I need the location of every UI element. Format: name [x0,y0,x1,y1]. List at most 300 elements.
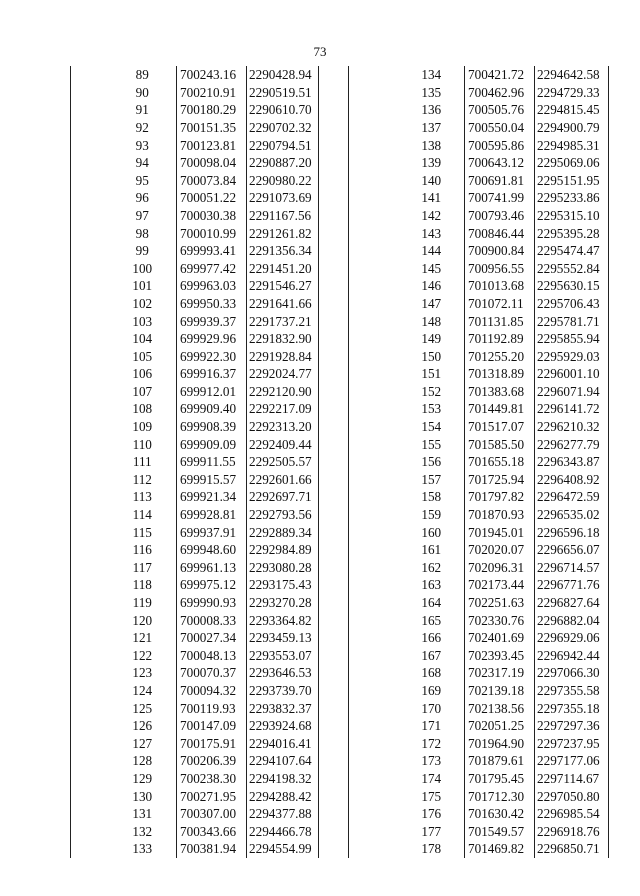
table-row [349,559,609,577]
point-number: 144 [421,243,442,259]
table-row [349,488,609,506]
y-coordinate: 2296472.59 [535,488,609,506]
y-coordinate: 2292409.44 [247,435,319,453]
blank-cell [349,823,399,841]
x-coordinate: 701964.90 [465,735,535,753]
x-coordinate: 701013.68 [465,277,535,295]
blank-cell [349,136,399,154]
table-row [71,330,319,348]
table-row [349,172,609,190]
point-number: 103 [132,313,153,329]
blank-cell [71,207,109,225]
point-number: 129 [132,770,153,786]
point-number: 157 [421,471,442,487]
point-number: 108 [132,401,153,417]
table-row [71,189,319,207]
x-coordinate: 700956.55 [465,260,535,278]
point-number: 150 [421,348,442,364]
table-row [71,488,319,506]
x-coordinate: 699977.42 [177,260,247,278]
blank-cell [349,770,399,788]
point-number: 93 [135,137,149,153]
table-row [71,471,319,489]
blank-cell [349,840,399,858]
y-coordinate: 2295552.84 [535,260,609,278]
x-coordinate: 702139.18 [465,682,535,700]
point-number: 101 [132,278,153,294]
blank-cell [349,400,399,418]
table-row [349,453,609,471]
table-row [349,770,609,788]
x-coordinate: 700421.72 [465,66,535,84]
y-coordinate: 2297114.67 [535,770,609,788]
point-number: 124 [132,682,153,698]
blank-cell [349,224,399,242]
x-coordinate: 702173.44 [465,576,535,594]
point-number: 106 [132,366,153,382]
y-coordinate: 2296141.72 [535,400,609,418]
blank-cell [71,823,109,841]
table-row [71,664,319,682]
y-coordinate: 2291073.69 [247,189,319,207]
table-row [349,471,609,489]
y-coordinate: 2296850.71 [535,840,609,858]
y-coordinate: 2291261.82 [247,224,319,242]
table-row [349,629,609,647]
blank-cell [71,365,109,383]
table-row [349,207,609,225]
table-row [71,805,319,823]
y-coordinate: 2297237.95 [535,735,609,753]
x-coordinate: 700147.09 [177,717,247,735]
x-coordinate: 702401.69 [465,629,535,647]
blank-cell [349,119,399,137]
x-coordinate: 701879.61 [465,752,535,770]
table-row [71,682,319,700]
blank-cell [71,119,109,137]
point-number: 104 [132,331,153,347]
y-coordinate: 2291167.56 [247,207,319,225]
x-coordinate: 700741.99 [465,189,535,207]
y-coordinate: 2297066.30 [535,664,609,682]
y-coordinate: 2291928.84 [247,348,319,366]
x-coordinate: 700846.44 [465,224,535,242]
blank-cell [349,295,399,313]
point-number: 173 [421,753,442,769]
point-number: 99 [135,243,149,259]
table-row [349,295,609,313]
point-number: 132 [132,823,153,839]
point-number: 114 [132,507,152,523]
point-number: 158 [421,489,442,505]
table-row [71,224,319,242]
point-number: 135 [421,84,442,100]
y-coordinate: 2296343.87 [535,453,609,471]
x-coordinate: 699937.91 [177,523,247,541]
y-coordinate: 2291641.66 [247,295,319,313]
y-coordinate: 2292601.66 [247,471,319,489]
x-coordinate: 699961.13 [177,559,247,577]
point-number: 164 [421,595,442,610]
table-row [71,735,319,753]
point-number: 177 [421,823,442,839]
table-row [71,611,319,629]
x-coordinate: 699928.81 [177,506,247,524]
table-row [71,699,319,717]
x-coordinate: 700505.76 [465,101,535,119]
blank-cell [71,295,109,313]
blank-cell [71,453,109,471]
blank-cell [349,172,399,190]
blank-cell [71,471,109,489]
table-row [71,365,319,383]
y-coordinate: 2293364.82 [247,611,319,629]
x-coordinate: 702138.56 [465,699,535,717]
point-number: 152 [421,383,442,399]
y-coordinate: 2296918.76 [535,823,609,841]
x-coordinate: 701725.94 [465,471,535,489]
blank-cell [349,541,399,559]
point-number: 168 [421,665,442,681]
point-number: 119 [132,595,152,610]
table-row [71,576,319,594]
table-row [349,594,609,612]
blank-cell [71,559,109,577]
table-row [349,699,609,717]
y-coordinate: 2291546.27 [247,277,319,295]
y-coordinate: 2296596.18 [535,523,609,541]
table-row [71,453,319,471]
y-coordinate: 2295474.47 [535,242,609,260]
point-number: 170 [421,700,442,716]
table-row [349,224,609,242]
blank-cell [71,488,109,506]
blank-cell [349,717,399,735]
y-coordinate: 2296277.79 [535,435,609,453]
point-number: 161 [421,542,442,558]
y-coordinate: 2296656.07 [535,541,609,559]
table-row [349,66,609,84]
y-coordinate: 2296827.64 [535,594,609,612]
blank-cell [349,312,399,330]
coordinate-table-right [348,66,609,858]
x-coordinate: 701449.81 [465,400,535,418]
x-coordinate: 700030.38 [177,207,247,225]
point-number: 143 [421,225,442,241]
blank-cell [349,506,399,524]
x-coordinate: 699975.12 [177,576,247,594]
y-coordinate: 2294642.58 [535,66,609,84]
point-number: 95 [135,172,149,188]
x-coordinate: 699915.57 [177,471,247,489]
point-number: 92 [135,119,149,135]
point-number: 111 [132,454,152,470]
x-coordinate: 700175.91 [177,735,247,753]
x-coordinate: 701945.01 [465,523,535,541]
table-row [71,295,319,313]
y-coordinate: 2293459.13 [247,629,319,647]
point-number: 97 [135,207,149,223]
y-coordinate: 2296071.94 [535,383,609,401]
y-coordinate: 2296942.44 [535,647,609,665]
x-coordinate: 699922.30 [177,348,247,366]
y-coordinate: 2290794.51 [247,136,319,154]
table-row [71,277,319,295]
x-coordinate: 702096.31 [465,559,535,577]
x-coordinate: 699911.55 [177,453,247,471]
x-coordinate: 700073.84 [177,172,247,190]
point-number: 136 [421,102,442,118]
point-number: 178 [421,841,442,857]
y-coordinate: 2292313.20 [247,418,319,436]
x-coordinate: 700008.33 [177,611,247,629]
y-coordinate: 2292697.71 [247,488,319,506]
y-coordinate: 2295395.28 [535,224,609,242]
blank-cell [349,453,399,471]
y-coordinate: 2297177.06 [535,752,609,770]
blank-cell [349,699,399,717]
blank-cell [349,523,399,541]
blank-cell [71,523,109,541]
x-coordinate: 699929.96 [177,330,247,348]
y-coordinate: 2290519.51 [247,84,319,102]
table-row [349,435,609,453]
point-number: 162 [421,559,442,575]
blank-cell [349,330,399,348]
y-coordinate: 2296408.92 [535,471,609,489]
y-coordinate: 2294198.32 [247,770,319,788]
y-coordinate: 2294466.78 [247,823,319,841]
x-coordinate: 700048.13 [177,647,247,665]
y-coordinate: 2295151.95 [535,172,609,190]
blank-cell [71,400,109,418]
x-coordinate: 701795.45 [465,770,535,788]
point-number: 139 [421,155,442,171]
y-coordinate: 2295233.86 [535,189,609,207]
table-row [349,277,609,295]
x-coordinate: 699963.03 [177,277,247,295]
table-row [349,576,609,594]
table-row [349,330,609,348]
x-coordinate: 699916.37 [177,365,247,383]
x-coordinate: 700070.37 [177,664,247,682]
blank-cell [349,365,399,383]
blank-cell [349,154,399,172]
blank-cell [349,576,399,594]
x-coordinate: 701797.82 [465,488,535,506]
blank-cell [71,682,109,700]
y-coordinate: 2292793.56 [247,506,319,524]
y-coordinate: 2295855.94 [535,330,609,348]
table-row [349,506,609,524]
y-coordinate: 2295069.06 [535,154,609,172]
y-coordinate: 2297050.80 [535,787,609,805]
table-row [349,242,609,260]
blank-cell [71,312,109,330]
y-coordinate: 2291737.21 [247,312,319,330]
blank-cell [71,136,109,154]
x-coordinate: 699990.93 [177,594,247,612]
point-number: 112 [132,471,152,487]
x-coordinate: 700151.35 [177,119,247,137]
x-coordinate: 700381.94 [177,840,247,858]
point-number: 117 [132,559,152,575]
point-number: 138 [421,137,442,153]
point-number: 109 [132,419,153,435]
y-coordinate: 2296929.06 [535,629,609,647]
table-row [71,506,319,524]
y-coordinate: 2292120.90 [247,383,319,401]
y-coordinate: 2294900.79 [535,119,609,137]
y-coordinate: 2290428.94 [247,66,319,84]
point-number: 167 [421,647,442,663]
table-row [349,154,609,172]
point-number: 118 [132,577,152,593]
blank-cell [349,787,399,805]
point-number: 156 [421,454,442,470]
point-number: 166 [421,630,442,646]
point-number: 113 [132,489,152,505]
table-row [349,840,609,858]
table-row [349,664,609,682]
y-coordinate: 2292024.77 [247,365,319,383]
blank-cell [71,66,109,84]
point-number: 94 [135,155,149,171]
x-coordinate: 702393.45 [465,647,535,665]
x-coordinate: 700900.84 [465,242,535,260]
x-coordinate: 700462.96 [465,84,535,102]
table-row [349,348,609,366]
table-row [71,523,319,541]
x-coordinate: 699950.33 [177,295,247,313]
table-row [349,805,609,823]
blank-cell [349,207,399,225]
blank-cell [349,189,399,207]
y-coordinate: 2294815.45 [535,101,609,119]
x-coordinate: 701870.93 [465,506,535,524]
blank-cell [71,84,109,102]
point-number: 176 [421,806,442,822]
point-number: 163 [421,577,442,593]
point-number: 171 [421,718,442,734]
x-coordinate: 700210.91 [177,84,247,102]
table-row [349,611,609,629]
table-row [71,172,319,190]
blank-cell [71,840,109,858]
x-coordinate: 700094.32 [177,682,247,700]
point-number: 147 [421,295,442,311]
point-number: 115 [132,524,152,540]
y-coordinate: 2295706.43 [535,295,609,313]
point-number: 133 [132,841,153,857]
x-coordinate: 699921.34 [177,488,247,506]
point-number: 148 [421,313,442,329]
table-row [349,136,609,154]
point-number: 175 [421,788,442,804]
x-coordinate: 699948.60 [177,541,247,559]
coordinate-table-left [70,66,319,858]
table-row [71,207,319,225]
x-coordinate: 700793.46 [465,207,535,225]
table-row [71,154,319,172]
x-coordinate: 701630.42 [465,805,535,823]
point-number: 137 [421,119,442,135]
blank-cell [71,172,109,190]
blank-cell [71,664,109,682]
blank-cell [71,506,109,524]
blank-cell [71,224,109,242]
blank-cell [349,84,399,102]
x-coordinate: 700343.66 [177,823,247,841]
table-row [349,647,609,665]
y-coordinate: 2291832.90 [247,330,319,348]
blank-cell [71,629,109,647]
blank-cell [71,805,109,823]
x-coordinate: 700051.22 [177,189,247,207]
x-coordinate: 700119.93 [177,699,247,717]
table-row [71,594,319,612]
blank-cell [349,629,399,647]
point-number: 130 [132,788,153,804]
table-row [349,189,609,207]
y-coordinate: 2296985.54 [535,805,609,823]
blank-cell [349,611,399,629]
y-coordinate: 2294377.88 [247,805,319,823]
point-number: 116 [132,542,152,558]
y-coordinate: 2294985.31 [535,136,609,154]
blank-cell [349,559,399,577]
blank-cell [71,752,109,770]
point-number: 151 [421,366,442,382]
table-row [71,66,319,84]
point-number: 149 [421,331,442,347]
y-coordinate: 2294729.33 [535,84,609,102]
point-number: 154 [421,419,442,435]
y-coordinate: 2296882.04 [535,611,609,629]
blank-cell [71,541,109,559]
y-coordinate: 2296210.32 [535,418,609,436]
blank-cell [71,611,109,629]
x-coordinate: 700691.81 [465,172,535,190]
x-coordinate: 700307.00 [177,805,247,823]
x-coordinate: 702330.76 [465,611,535,629]
x-coordinate: 700098.04 [177,154,247,172]
table-row [349,119,609,137]
y-coordinate: 2293832.37 [247,699,319,717]
x-coordinate: 701318.89 [465,365,535,383]
y-coordinate: 2294554.99 [247,840,319,858]
x-coordinate: 700180.29 [177,101,247,119]
blank-cell [71,770,109,788]
point-number: 90 [135,84,149,100]
table-row [349,682,609,700]
y-coordinate: 2294107.64 [247,752,319,770]
x-coordinate: 702251.63 [465,594,535,612]
y-coordinate: 2294288.42 [247,787,319,805]
table-row [71,101,319,119]
x-coordinate: 701585.50 [465,435,535,453]
point-number: 91 [135,102,149,118]
table-row [349,523,609,541]
table-row [71,717,319,735]
table-row [349,735,609,753]
point-number: 125 [132,700,153,716]
x-coordinate: 702020.07 [465,541,535,559]
y-coordinate: 2294016.41 [247,735,319,753]
y-coordinate: 2292505.57 [247,453,319,471]
blank-cell [71,330,109,348]
table-row [71,119,319,137]
